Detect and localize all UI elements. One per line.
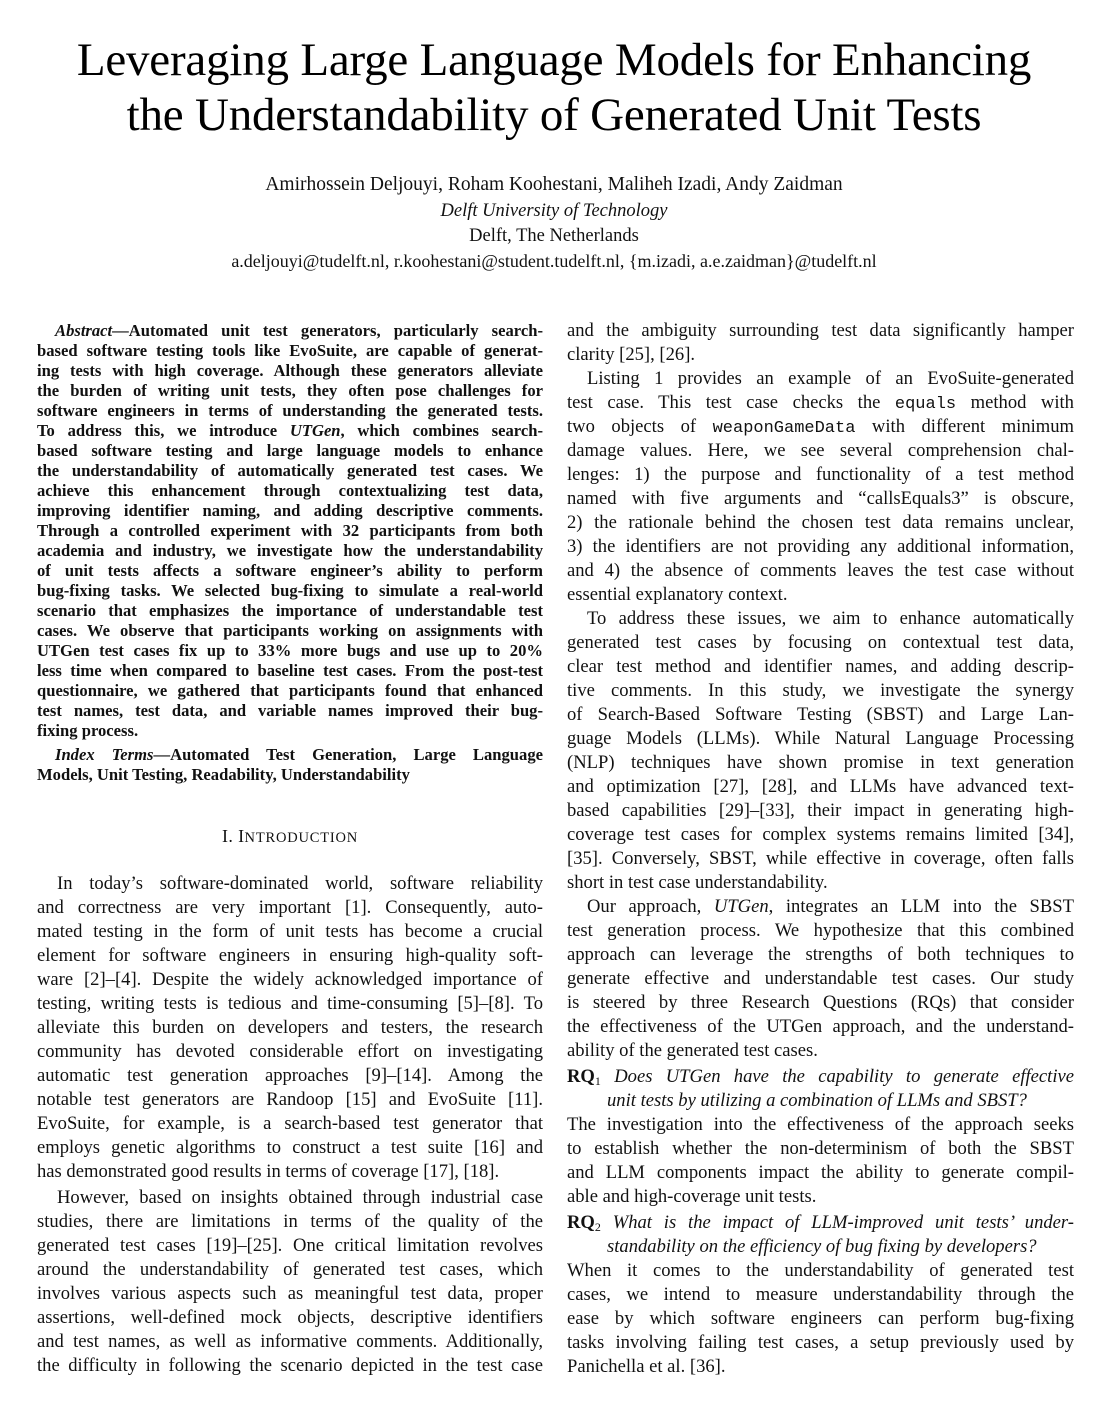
abstract-line: improving identifier naming, and adding descriptive comments. [37, 501, 543, 520]
author-list: Amirhossein Deljouyi, Roham Koohestani, Maliheh Izadi, Andy Zaidman [265, 174, 843, 195]
abstract-line: ing tests with high coverage. Although these generators alleviate [37, 361, 543, 380]
body-line: [35]. Conversely, SBST, while effective in coverage, often falls [567, 848, 1074, 869]
body-line: of Search-Based Software Testing (SBST) and Large Lan- [567, 704, 1074, 725]
body-line: 2) the rationale behind the chosen test data remains unclear, [567, 512, 1074, 533]
abstract-line: bug-fixing tasks. We selected bug-fixing to simulate a real-world [37, 581, 543, 600]
body-line: When it comes to the understandability of generated test [567, 1260, 1074, 1281]
body-line: able and high-coverage unit tests. [567, 1186, 817, 1207]
body-line: employs genetic algorithms to construct a test suite [16] and [37, 1137, 543, 1158]
body-line: generated test cases by focusing on contextual test data, [567, 632, 1074, 653]
abstract-line: To address this, we introduce UTGen, which combines search- [37, 421, 543, 440]
rq2-label: $RQ_2$ [567, 1212, 601, 1234]
abstract-line: software engineers in terms of understanding the generated tests. [37, 401, 543, 420]
body-line: EvoSuite, for example, is a search-based test generator that [37, 1113, 543, 1134]
body-line: community has devoted considerable effort on investigating [37, 1041, 543, 1062]
body-line: is steered by three Research Questions (RQs) that consider [567, 992, 1074, 1013]
body-line: and test names, as well as informative comments. Additionally, [37, 1331, 543, 1352]
body-line: (NLP) techniques have shown promise in text generation [567, 752, 1074, 773]
research-question-2-cont: standability on the efficiency of bug fixing by developers? [607, 1236, 1037, 1257]
abstract-line: Abstract—Automated unit test generators, particularly search- [55, 321, 543, 340]
body-line: However, based on insights obtained through industrial case [57, 1187, 543, 1208]
body-line: cases, we intend to measure understandability through the [567, 1284, 1074, 1305]
abstract-line: UTGen test cases fix up to 33% more bugs and use up to 20% [37, 641, 543, 660]
body-line: Listing 1 provides an example of an EvoSuite-generated [587, 368, 1074, 389]
body-line: damage values. Here, we see several comprehension chal- [567, 440, 1074, 461]
abstract-line: cases. We observe that participants working on assignments with [37, 621, 543, 640]
body-line: Panichella et al. [36]. [567, 1356, 726, 1377]
body-line: and optimization [27], [28], and LLMs have advanced text- [567, 776, 1074, 797]
body-line: automatic test generation approaches [9]–[14]. Among the [37, 1065, 543, 1086]
body-line: ability of the generated test cases. [567, 1040, 818, 1061]
body-line: ware [2]–[4]. Despite the widely acknowledged importance of [37, 969, 543, 990]
abstract-line: less time when compared to baseline test cases. From the post-test [37, 661, 543, 680]
index-terms-label: Index Terms [55, 745, 154, 764]
body-line: and LLM components impact the ability to generate compil- [567, 1162, 1074, 1183]
abstract-line: questionnaire, we gathered that participants found that enhanced [37, 681, 543, 700]
abstract-line: based software testing and large language models to enhance [37, 441, 543, 460]
body-line: clear test method and identifier names, and adding descrip- [567, 656, 1074, 677]
body-line: the difficulty in following the scenario depicted in the test case [37, 1355, 543, 1376]
body-line: based capabilities [29]–[33], their impact in generating high- [567, 800, 1074, 821]
body-line: and the ambiguity surrounding test data significantly hamper [567, 320, 1074, 341]
body-line: ease by which software engineers can perform bug-fixing [567, 1308, 1074, 1329]
paper-title-line-2: the Understandability of Generated Unit Tests [126, 89, 982, 141]
author-emails: a.deljouyi@tudelft.nl, r.koohestani@student.tudelft.nl, {m.izadi, a.e.zaidman}@tudelft.nl [231, 251, 877, 271]
utgen-name: UTGen [713, 896, 769, 917]
body-line: two objects of weaponGameData with different minimum [567, 416, 1075, 438]
body-line: testing, writing tests is tedious and time-consuming [5]–[8]. To [37, 993, 543, 1014]
body-line: short in test case understandability. [567, 872, 828, 893]
index-terms-line: Models, Unit Testing, Readability, Understandability [37, 765, 410, 784]
research-question-1-cont: unit tests by utilizing a combination of LLMs and SBST? [607, 1090, 1027, 1111]
body-line: mated testing in the form of unit tests has become a crucial [37, 921, 543, 942]
body-line: coverage test cases for complex systems remains limited [34], [567, 824, 1074, 845]
abstract-line: of unit tests affects a software engineer’s ability to perform [37, 561, 543, 580]
body-line: the effectiveness of the UTGen approach, and the understand- [567, 1016, 1074, 1037]
abstract-line: fixing process. [37, 721, 139, 740]
body-line: In today’s software-dominated world, software reliability [57, 873, 543, 894]
body-line: To address these issues, we aim to enhance automatically [587, 608, 1074, 629]
location: Delft, The Netherlands [469, 226, 639, 246]
body-line: alleviate this burden on developers and testers, the research [37, 1017, 543, 1038]
body-line: tive comments. In this study, we investigate the synergy [567, 680, 1074, 701]
body-line: named with five arguments and “callsEquals3” is obscure, [567, 488, 1074, 509]
abstract-label: Abstract [55, 321, 113, 340]
body-line: has demonstrated good results in terms of coverage [17], [18]. [37, 1161, 500, 1182]
body-line: to establish whether the non-determinism of both the SBST [567, 1138, 1074, 1159]
body-line: assertions, well-defined mock objects, descriptive identifiers [37, 1307, 543, 1328]
abstract-line: based software testing tools like EvoSuite, are capable of generat- [37, 341, 543, 360]
abstract-line: the understandability of automatically generated test cases. We [37, 461, 543, 480]
body-line: and correctness are very important [1]. Consequently, auto- [37, 897, 543, 918]
body-line: test case. This test case checks the equals method with [567, 392, 1074, 414]
utgen-name: UTGen [289, 421, 341, 440]
abstract-line: academia and industry, we investigate how the understandability [37, 541, 543, 560]
research-question-2: $RQ_2$ What is the impact of LLM-improved unit tests’ under- [567, 1212, 1074, 1234]
index-terms-line: Index Terms—Automated Test Generation, Large Language [55, 745, 543, 764]
body-line: test generation process. We hypothesize that this combined [567, 920, 1074, 941]
body-line: studies, there are limitations in terms of the quality of the [37, 1211, 543, 1232]
code-weapon-game-data: weaponGameData [712, 419, 856, 438]
body-line: involves various aspects such as meaningful test data, proper [37, 1283, 543, 1304]
abstract-line: achieve this enhancement through contextualizing test data, [37, 481, 543, 500]
rq1-label: $RQ_1$ [567, 1066, 601, 1088]
research-question-1: $RQ_1$ Does UTGen have the capability to generate effective [567, 1066, 1074, 1088]
body-line: generated test cases [19]–[25]. One critical limitation revolves [37, 1235, 543, 1256]
body-line: notable test generators are Randoop [15] and EvoSuite [11]. [37, 1089, 543, 1110]
code-equals: equals [894, 395, 957, 414]
body-line: Our approach, UTGen, integrates an LLM into the SBST [587, 896, 1074, 917]
paper-title-line-1: Leveraging Large Language Models for Enhancing [76, 34, 1032, 86]
body-line: element for software engineers in ensuring high-quality soft- [37, 945, 543, 966]
abstract-line: scenario that emphasizes the importance of understandable test [37, 601, 543, 620]
body-line: The investigation into the effectiveness of the approach seeks [567, 1114, 1074, 1135]
affiliation: Delft University of Technology [440, 201, 668, 221]
body-line: lenges: 1) the purpose and functionality of a test method [567, 464, 1074, 485]
body-line: essential explanatory context. [567, 584, 788, 605]
section-heading-introduction: I. INTRODUCTION [221, 826, 359, 846]
abstract-line: Through a controlled experiment with 32 participants from both [37, 521, 543, 540]
body-line: 3) the identifiers are not providing any additional information, [567, 536, 1074, 557]
body-line: around the understandability of generated test cases, which [37, 1259, 543, 1280]
body-line: approach can leverage the strengths of both techniques to [567, 944, 1074, 965]
body-line: guage Models (LLMs). While Natural Language Processing [567, 728, 1074, 749]
abstract-line: test names, test data, and variable names improved their bug- [37, 701, 543, 720]
abstract-line: the burden of writing unit tests, they often pose challenges for [37, 381, 543, 400]
body-line: generate effective and understandable test cases. Our study [567, 968, 1074, 989]
body-line: and 4) the absence of comments leaves the test case without [567, 560, 1074, 581]
body-line: tasks involving failing test cases, a setup previously used by [567, 1332, 1074, 1353]
body-line: clarity [25], [26]. [567, 344, 696, 365]
